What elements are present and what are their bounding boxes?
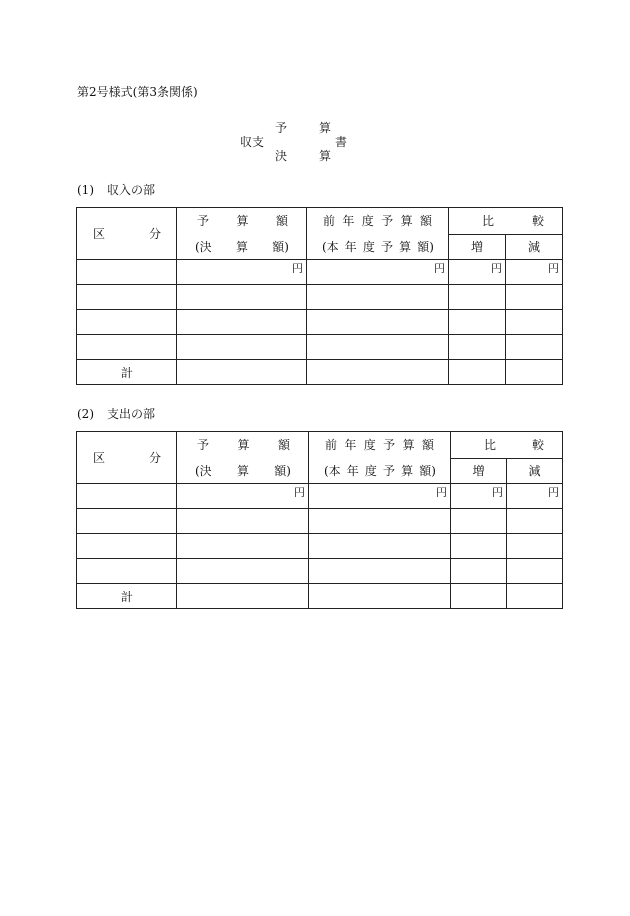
header-kubun: 区 分 [77,432,177,484]
title-lower-line [275,150,331,162]
settlement-label: (決 算 額) [195,463,291,478]
title-right: 書 [335,135,348,149]
total-label: 計 [77,584,177,609]
header-budget [177,432,309,484]
table-row [77,260,563,285]
header-decrease: 減 [506,234,563,260]
total-label: 計 [77,360,177,385]
prev-year-label: 前 年 度 予 算 額 [325,438,434,453]
this-year-label: (本 年 度 予 算 額) [324,463,436,478]
section-label: 支出の部 [107,407,156,421]
header-increase: 増 [451,458,507,484]
cell [77,484,177,509]
title-char: 算 [318,149,331,163]
this-year-label: (本 年 度 予 算 額) [322,239,434,254]
yen-unit: 円 [177,260,307,285]
title-char: 予 [275,121,288,135]
title-char: 決 [275,149,288,163]
yen-unit: 円 [309,484,451,509]
table-row [77,559,563,584]
header-kubun: 区 分 [77,208,177,260]
expense-table [76,431,563,609]
table-row [77,310,563,335]
prev-year-label: 前 年 度 予 算 額 [323,214,432,229]
title-left: 収支 [240,135,265,149]
yen-unit: 円 [506,260,563,285]
budget-label: 予 算 額 [197,214,288,229]
form-number-label: 第2号様式(第3条関係) [77,85,198,99]
header-decrease: 減 [507,458,563,484]
header-increase: 増 [449,234,506,260]
yen-unit: 円 [451,484,507,509]
table-row [77,509,563,534]
table-row [77,335,563,360]
budget-label: 予 算 額 [197,438,290,453]
yen-unit: 円 [449,260,506,285]
yen-unit: 円 [307,260,449,285]
yen-unit: 円 [507,484,563,509]
title-char: 算 [318,121,331,135]
table-row [77,534,563,559]
header-prev-year [309,432,451,484]
income-table [76,207,563,385]
yen-unit: 円 [177,484,309,509]
total-row [77,360,563,385]
section-label: 収入の部 [107,183,156,197]
total-row [77,584,563,609]
table-row [77,285,563,310]
section-title-income [77,184,155,196]
section-number: (2) [77,407,94,421]
header-prev-year [307,208,449,260]
section-number: (1) [77,183,94,197]
title-upper-line [275,122,331,134]
table-row [77,484,563,509]
header-budget [177,208,307,260]
settlement-label: (決 算 額) [195,239,289,254]
header-compare: 比 較 [451,432,563,459]
section-title-expense [77,408,155,420]
header-compare: 比 較 [449,208,563,235]
cell [77,260,177,285]
